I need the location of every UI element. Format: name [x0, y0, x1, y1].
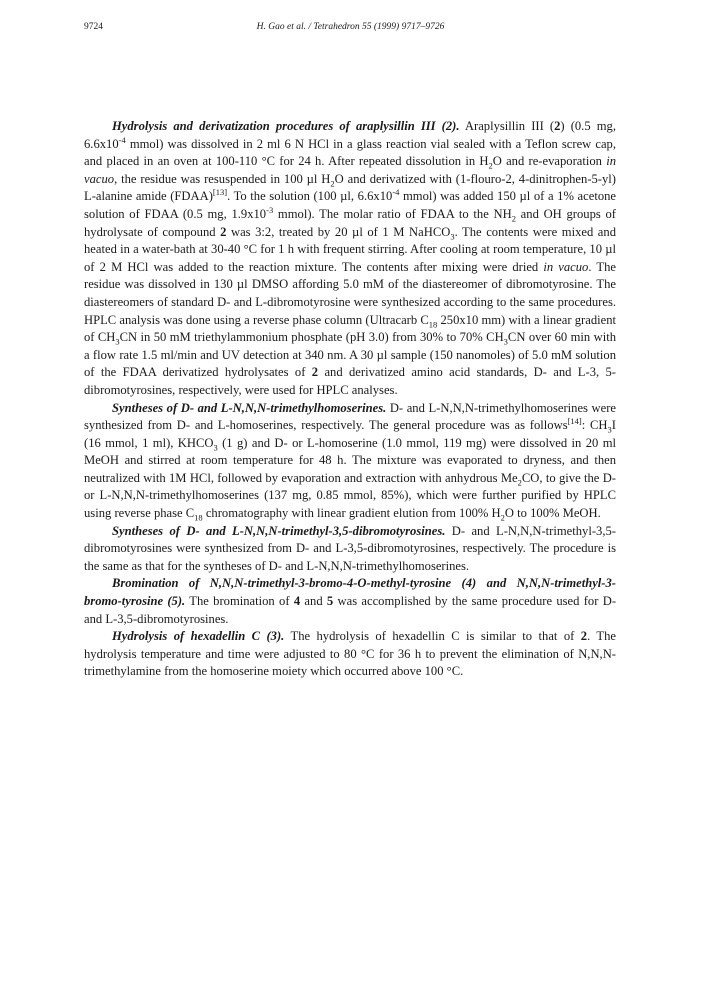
- running-head: H. Gao et al. / Tetrahedron 55 (1999) 9717–9726: [256, 22, 445, 32]
- paragraph-hydrolysis-hexadellin: Hydrolysis of hexadellin C (3). The hydrolysis of hexadellin C is similar to that of 2. The hydrolysis temperature and time were adjusted to 80 °C for 36 h to prevent the elimination of N,N,N-trimethylamine from the homoserine moiety which occurred above 100 °C.: [84, 629, 616, 679]
- running-header: [0, 22, 701, 40]
- paragraph-bromination: Bromination of N,N,N-trimethyl-3-bromo-4-O-methyl-tyrosine (4) and N,N,N-trimethyl-3-bromo-tyrosine (5). The bromination of 4 and 5 was accomplished by the same procedure used for D- and L-3,5-dibromotyrosines.: [84, 576, 617, 626]
- citation-ref: [13]: [212, 187, 228, 198]
- compound-number: 2: [580, 629, 588, 644]
- paragraph-trimethylhomoserines: Syntheses of D- and L-N,N,N-trimethylhomoserines. D- and L-N,N,N-trimethylhomoserines were synthesized from D- and L-homoserines, respectively. The general procedure was as follows[14]: $CH_3I$ (16 mmol, 1 ml), $KHCO_3$ (1 g) and D- or L-homoserine (1.0 mmol, 119 mg) were dissolved in 20 ml MeOH and stirred at room temperature for 48 h. The mixture was evaporated to dryness, and then neutralized with 1M HCl, followed by evaporation and extraction with anhydrous $Me_2CO$, to give the D- or L-N,N,N-trimethylhomoserines (137 mg, 0.85 mmol, 85%), which were further purified by HPLC using reverse phase $C_{18}$ chromatography with linear gradient elution from 100% $H_2O$ to 100% MeOH.: [84, 400, 617, 523]
- page-number: 9724: [84, 22, 103, 32]
- citation-ref: [14]: [567, 415, 582, 426]
- compound-number: 2: [220, 224, 227, 239]
- compound-number: 4: [293, 594, 301, 609]
- page-body: [84, 118, 616, 681]
- section-heading: Hydrolysis and derivatization procedures of araplysillin III (2).: [112, 119, 460, 133]
- section-heading: Hydrolysis of hexadellin C (3).: [112, 629, 285, 644]
- compound-number: 2: [554, 119, 561, 133]
- paragraph-hydrolysis-araplysillin: Hydrolysis and derivatization procedures of araplysillin III (2). Araplysillin III (2) (0.5 mg, $6.6x10^{-4}$ mmol) was dissolved in 2 ml 6 N HCl in a glass reaction vial sealed with a Teflon screw cap, and placed in an oven at 100-110 °C for 24 h. After repeated dissolution in $H_2O$ and re-evaporation in vacuo, the residue was resuspended in 100 µl $H_2O$ and derivatized with (1-flouro-2, 4-dinitrophen-5-yl) L-alanine amide (FDAA)[13]. To the solution (100 µl, $6.6x10^{-4}$ mmol) was added 150 µl of a 1% acetone solution of FDAA (0.5 mg, $1.9x10^{-3}$ mmol). The molar ratio of FDAA to the $NH_2$ and OH groups of hydrolysate of compound 2 was 3:2, treated by 20 µl of 1 M NaHCO$_3$. The contents were mixed and heated in a water-bath at 30-40 °C for 1 h with frequent stirring. After cooling at room temperature, 10 µl of 2 M HCl was added to the reaction mixture. The contents after mixing were dried in vacuo. The residue was dissolved in 130 µl DMSO affording 5.0 mM of the diastereomer of dibromotyrosine. The diastereomers of standard D- and L-dibromotyrosine were synthesized according to the same procedures. HPLC analysis was done using a reverse phase column (Ultracarb $C_{18}$ 250x10 mm) with a linear gradient of $CH_3CN$ in 50 mM triethylammonium phosphate (pH 3.0) from 30% to 70% $CH_3CN$ over 60 min with a flow rate 1.5 ml/min and UV detection at 340 nm. A 30 µl sample (150 nanomoles) of 5.0 mM solution of the FDAA derivatized hydrolysates of 2 and derivatized amino acid standards, D- and L-3, 5-dibromotyrosines, respectively, were used for HPLC analyses.: [84, 119, 617, 397]
- compound-number: 2: [311, 365, 319, 380]
- paragraph-trimethyl-dibromotyrosines: Syntheses of D- and L-N,N,N-trimethyl-3,5-dibromotyrosines. D- and L-N,N,N-trimethyl-3,5-dibromotyrosines were synthesized from D- and L-3,5-dibromotyrosines, respectively. The procedure is the same as that for the syntheses of D- and L-N,N,N-trimethylhomoserines.: [84, 523, 616, 573]
- section-heading: Syntheses of D- and L-N,N,N-trimethyl-3,5-dibromotyrosines.: [112, 523, 446, 538]
- section-heading: Bromination of N,N,N-trimethyl-3-bromo-4-O-methyl-tyrosine (4) and N,N,N-trimethyl-3-bromo-tyrosine (5).: [84, 576, 616, 609]
- compound-number: 5: [326, 594, 334, 609]
- section-heading: Syntheses of D- and L-N,N,N-trimethylhomoserines.: [112, 400, 387, 415]
